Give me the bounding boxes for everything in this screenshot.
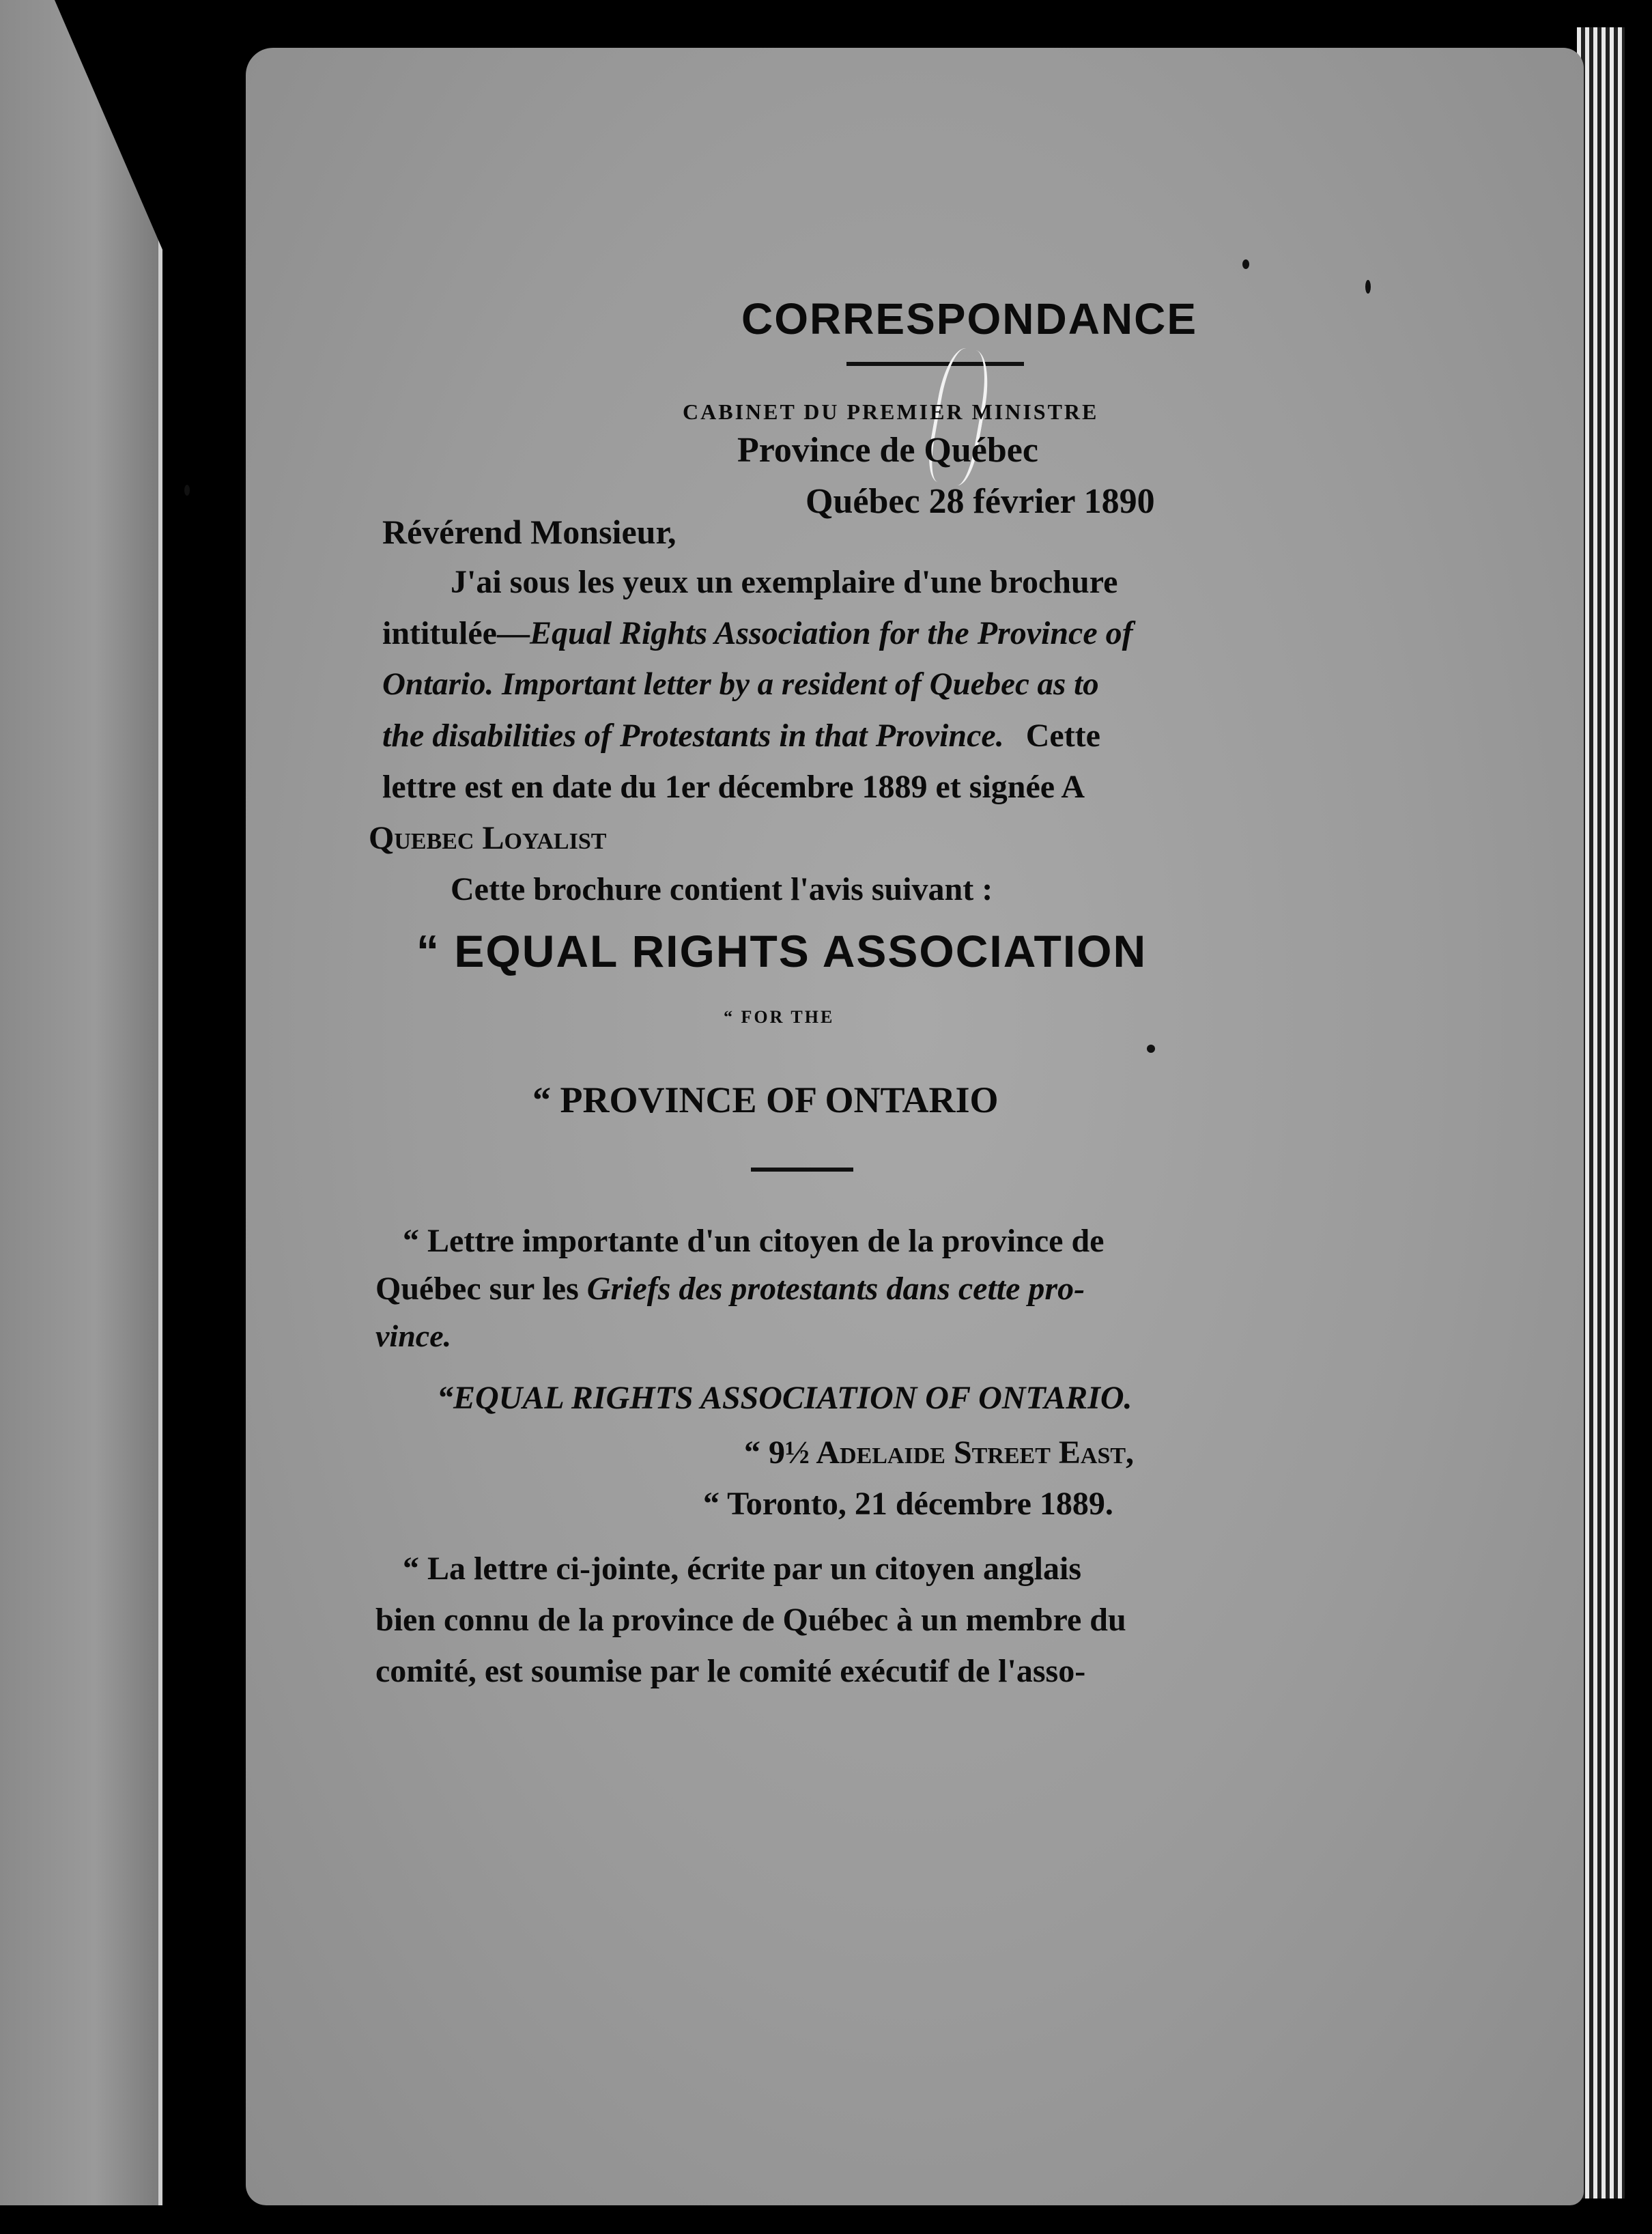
para1-cette: Cette [1025,718,1100,754]
toronto-date-line: “ Toronto, 21 décembre 1889. [703,1486,1113,1522]
para4-line1: “ La lettre ci-jointe, écrite par un citoyen anglais [403,1551,1082,1587]
facing-page-edge [0,0,162,2205]
para1-signature: Quebec Loyalist [369,820,607,856]
para3-griefs: Griefs des protestants dans cette pro- [586,1271,1085,1307]
para3-line3: vince. [375,1318,452,1353]
document-page [246,48,1584,2205]
para1-intro: intitulée— [382,615,530,651]
title-rule [846,362,1024,366]
ink-speck [1365,280,1371,294]
assoc-line: “EQUAL RIGHTS ASSOCIATION OF ONTARIO. [437,1380,1133,1416]
address-line: “ 9½ Adelaide Street East, [744,1434,1135,1471]
para1-brochure-title: Equal Rights Association for the Province of [529,615,1133,651]
para4-line3: comité, est soumise par le comité exécutif de l'asso- [375,1653,1086,1689]
para2: Cette brochure contient l'avis suivant : [451,871,993,907]
date-line: Québec 28 février 1890 [806,482,1155,521]
notice-heading-2: “ FOR THE [724,1007,835,1027]
notice-heading-1: “ EQUAL RIGHTS ASSOCIATION [416,926,1148,976]
para1-line4: the disabilities of Protestants in that Province. [382,718,1004,754]
para1-line1: J'ai sous les yeux un exemplaire d'une brochure [451,564,1118,600]
para3-line1: “ Lettre importante d'un citoyen de la province de [403,1223,1105,1259]
para4-line2: bien connu de la province de Québec à un membre du [375,1602,1126,1638]
ink-speck [1147,1045,1155,1053]
page-stack-edges [1577,27,1625,2198]
salutation: Révérend Monsieur, [382,513,677,551]
para1-line3: Ontario. Important letter by a resident of Quebec as to [382,666,1099,702]
document-title: CORRESPONDANCE [741,294,1198,343]
notice-heading-3: “ PROVINCE OF ONTARIO [532,1079,999,1120]
ink-speck [184,485,190,496]
para3-line2a: Québec sur les [375,1271,587,1307]
ink-speck [1242,259,1249,269]
province-line: Province de Québec [737,431,1038,470]
notice-rule [751,1168,853,1172]
para1-line5: lettre est en date du 1er décembre 1889 et signée A [382,769,1085,805]
cabinet-line: CABINET DU PREMIER MINISTRE [683,399,1099,424]
